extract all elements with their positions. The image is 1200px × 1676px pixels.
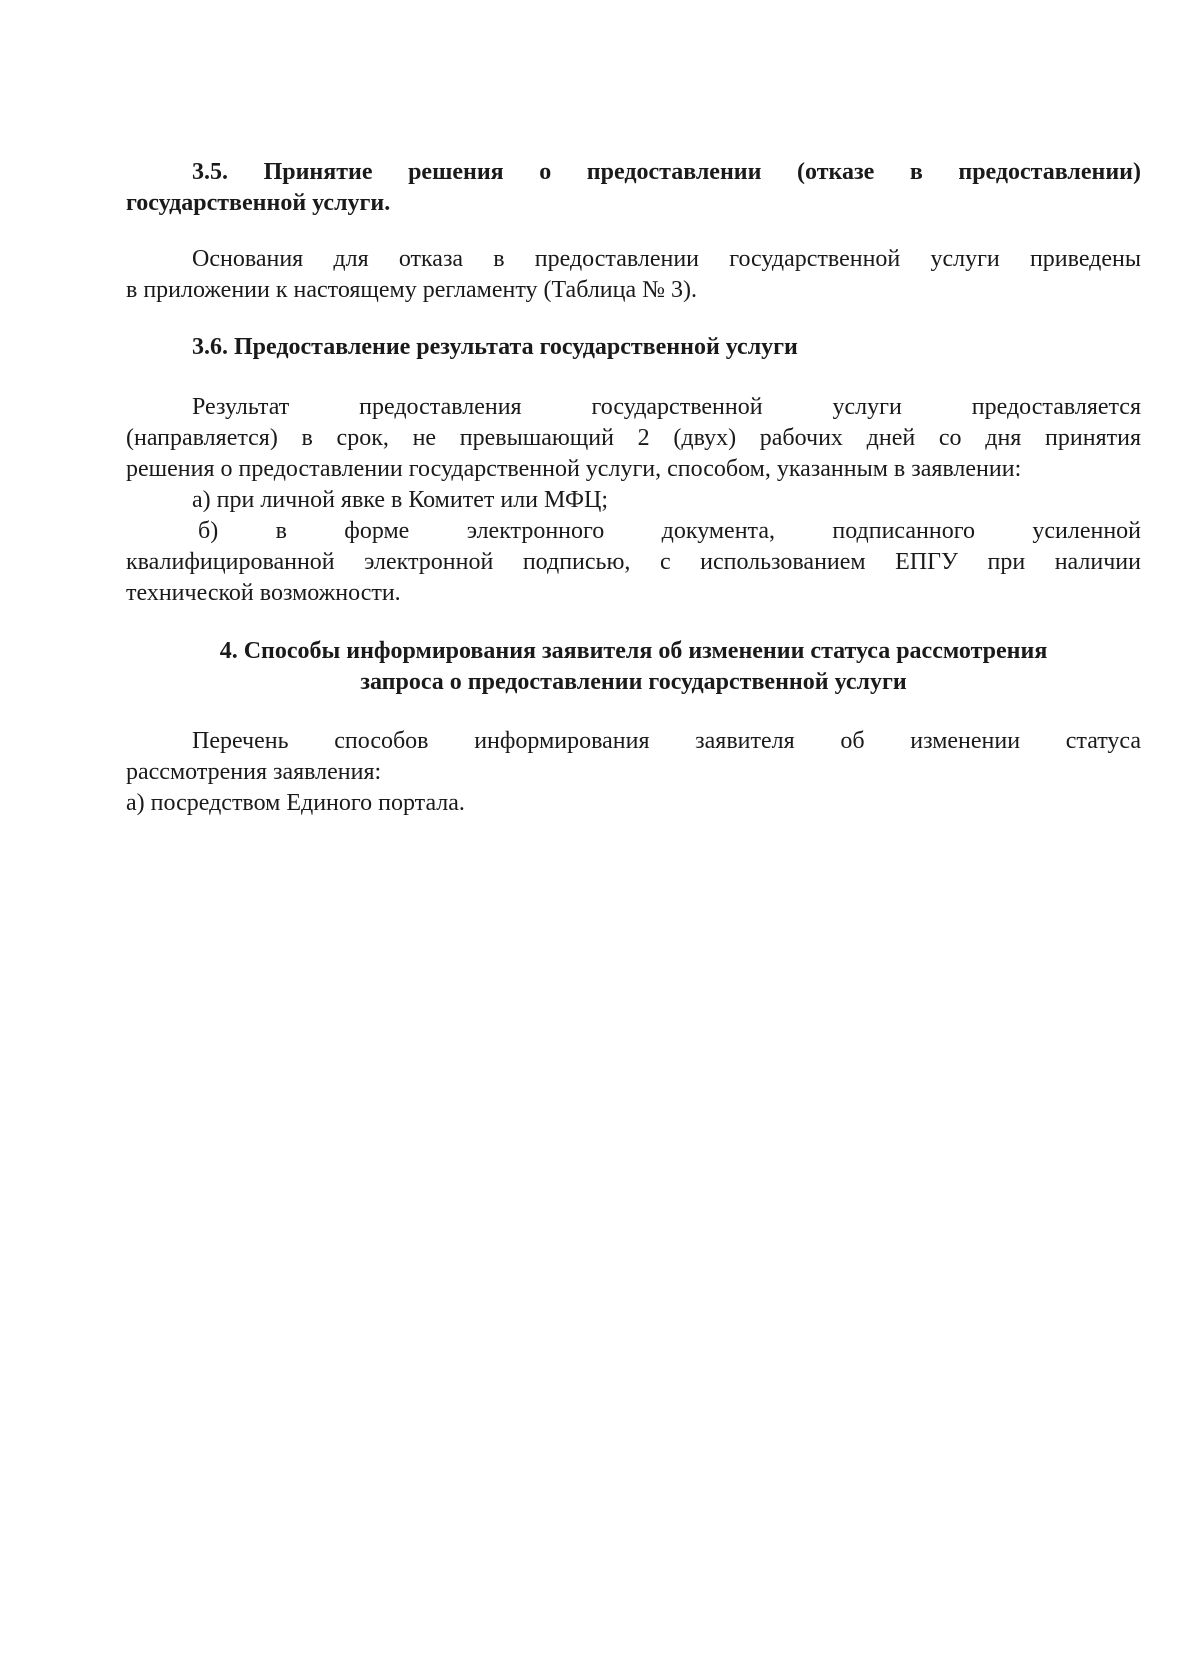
section-3-5-para-line2: в приложении к настоящему регламенту (Таблица № 3).: [126, 277, 698, 303]
section-4-para-line1: Перечень способов информирования заявителя об изменении статуса: [192, 728, 1141, 754]
section-4-heading-line2: запроса о предоставлении государственной услуги: [360, 669, 907, 695]
section-4-heading: [126, 636, 1141, 698]
section-3-6-heading: [126, 332, 1141, 363]
section-4-heading-line1: 4. Способы информирования заявителя об изменении статуса рассмотрения: [219, 638, 1048, 664]
section-4-para-line2: рассмотрения заявления:: [126, 759, 382, 785]
section-3-6-item-a: а) при личной явке в Комитет или МФЦ;: [192, 487, 608, 513]
section-4-item-a: а) посредством Единого портала.: [126, 790, 465, 816]
section-3-6-item-b-line2: квалифицированной электронной подписью, с использованием ЕПГУ при наличии: [126, 549, 1141, 575]
section-3-6-para-line3: решения о предоставлении государственной услуги, способом, указанным в заявлении:: [126, 456, 1022, 482]
section-3-6-heading-text: 3.6. Предоставление результата государственной услуги: [192, 334, 798, 360]
section-3-6-item-b-line1: б) в форме электронного документа, подписанного усиленной: [198, 518, 1141, 544]
section-3-5-heading-line2: государственной услуги.: [126, 190, 391, 216]
section-3-6-paragraph: [126, 392, 1141, 609]
section-3-5-paragraph: [126, 244, 1141, 306]
section-4-paragraph: [126, 726, 1141, 819]
section-3-6-para-line2: (направляется) в срок, не превышающий 2 (двух) рабочих дней со дня принятия: [126, 425, 1141, 451]
section-3-5-heading: [126, 157, 1141, 219]
section-3-6-item-b-line3: технической возможности.: [126, 580, 401, 606]
section-3-5-para-line1: Основания для отказа в предоставлении государственной услуги приведены: [192, 246, 1141, 272]
section-3-5-heading-line1: 3.5. Принятие решения о предоставлении (отказе в предоставлении): [192, 159, 1141, 185]
section-3-6-para-line1: Результат предоставления государственной услуги предоставляется: [192, 394, 1141, 420]
